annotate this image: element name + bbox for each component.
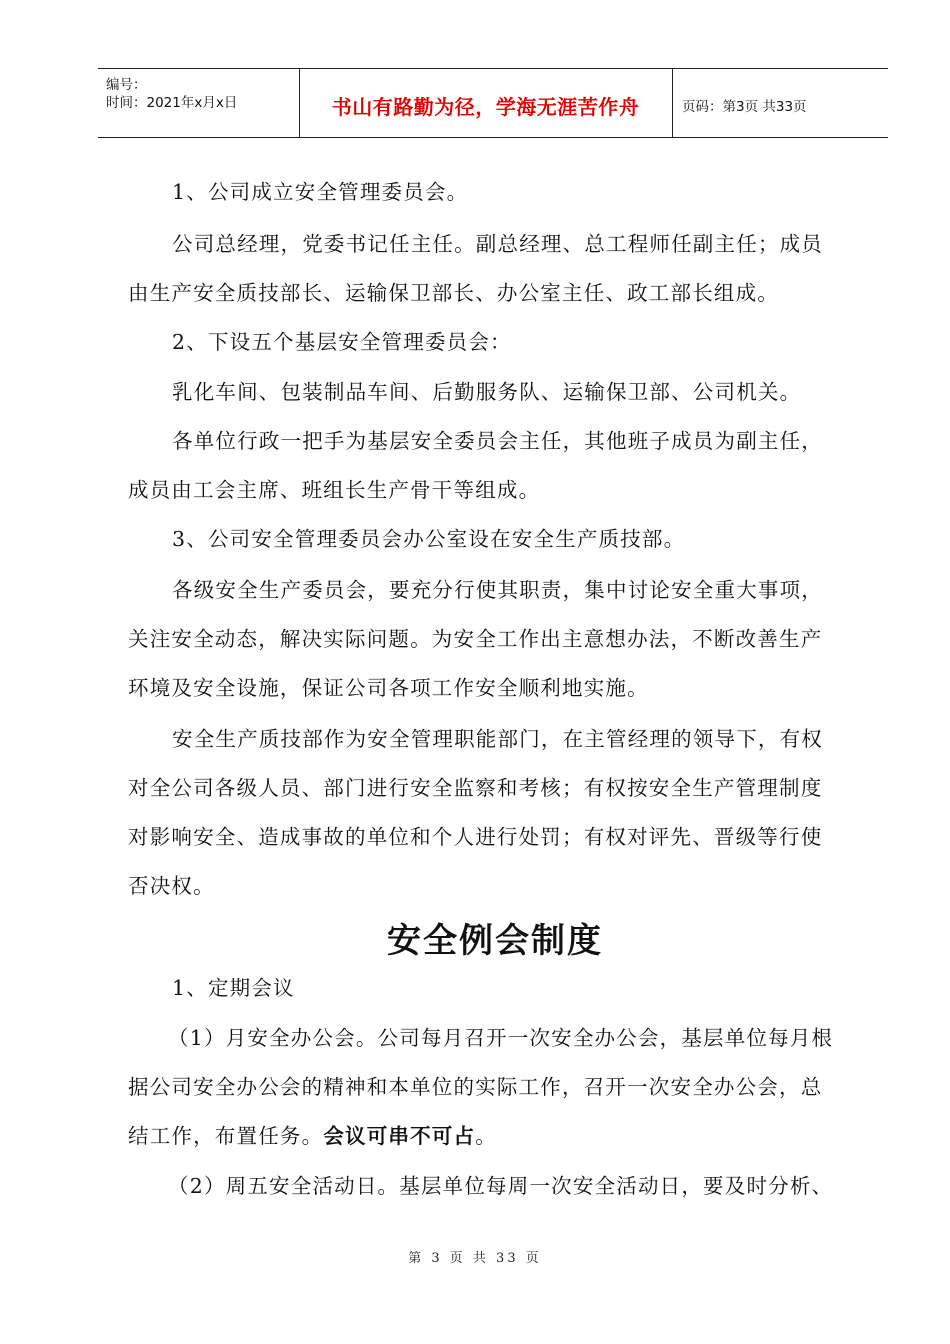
paragraph-3	[128, 318, 868, 367]
text-line: 安全生产质技部作为安全管理职能部门，在主管经理的领导下，有权	[172, 727, 823, 751]
text-line: 关注安全动态，解决实际问题。为安全工作出主意想办法，不断改善生产	[128, 627, 823, 651]
paragraph-2	[128, 220, 868, 318]
number-label: 编号：	[106, 77, 147, 93]
paragraph-8	[128, 715, 868, 911]
page-footer: 第 3 页 共 33 页	[408, 1251, 542, 1266]
paragraph-6	[128, 515, 868, 564]
document-header	[98, 68, 888, 138]
section-paragraph-1	[128, 964, 868, 1013]
header-meta-cell	[98, 69, 300, 137]
header-page-cell	[672, 69, 888, 137]
text-line: （1）月安全办公会。公司每月召开一次安全办公会，基层单位每月根	[168, 1026, 834, 1050]
text-line: 各单位行政一把手为基层安全委员会主任，其他班子成员为副主任，	[172, 429, 823, 453]
text-line: 1、公司成立安全管理委员会。	[172, 180, 469, 204]
text-line	[128, 1112, 868, 1161]
paragraph-4	[128, 368, 868, 417]
text-line: 环境及安全设施，保证公司各项工作安全顺利地实施。	[128, 676, 649, 700]
header-motto-cell	[299, 69, 673, 137]
text-run: 。	[475, 1124, 497, 1148]
page-info: 页码：第3页 共33页	[682, 99, 807, 115]
text-line: 公司总经理，党委书记任主任。副总经理、总工程师任副主任；成员	[172, 232, 823, 256]
text-line: 由生产安全质技部长、运输保卫部长、办公室主任、政工部长组成。	[128, 281, 779, 305]
text-run: 结工作，布置任务。	[128, 1124, 324, 1148]
bold-text: 会议可串不可占	[323, 1124, 476, 1148]
text-line: 否决权。	[128, 874, 215, 898]
text-line: （2）周五安全活动日。基层单位每周一次安全活动日，要及时分析、	[168, 1174, 834, 1198]
section-paragraph-3	[128, 1162, 868, 1211]
text-line: 2、下设五个基层安全管理委员会：	[172, 330, 512, 354]
text-line: 乳化车间、包装制品车间、后勤服务队、运输保卫部、公司机关。	[172, 380, 802, 404]
time-label: 时间：2021年x月x日	[106, 95, 238, 111]
text-line: 各级安全生产委员会，要充分行使其职责，集中讨论安全重大事项，	[172, 578, 823, 602]
text-line: 对影响安全、造成事故的单位和个人进行处罚；有权对评先、晋级等行使	[128, 825, 823, 849]
text-line: 对全公司各级人员、部门进行安全监察和考核；有权按安全生产管理制度	[128, 776, 823, 800]
paragraph-5	[128, 417, 868, 515]
text-line: 3、公司安全管理委员会办公室设在安全生产质技部。	[172, 527, 686, 551]
section-heading: 安全例会制度	[387, 921, 603, 961]
motto: 书山有路勤为径，学海无涯苦作舟	[331, 95, 640, 119]
text-line: 据公司安全办公会的精神和本单位的实际工作，召开一次安全办公会，总	[128, 1075, 823, 1099]
section-paragraph-2	[128, 1014, 868, 1161]
paragraph-7	[128, 566, 868, 713]
text-line: 1、定期会议	[172, 976, 295, 1000]
text-line: 成员由工会主席、班组长生产骨干等组成。	[128, 478, 541, 502]
paragraph-1	[128, 168, 868, 217]
